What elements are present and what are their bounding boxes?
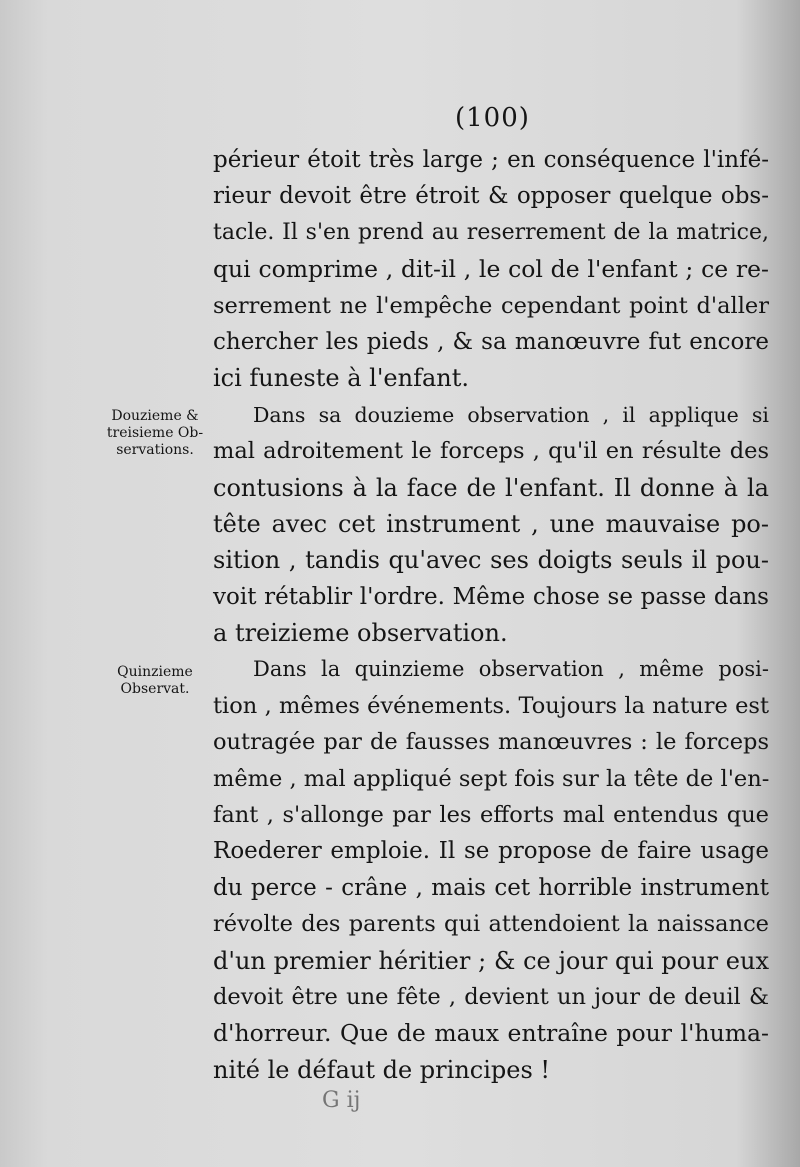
paragraph-continuation — [213, 142, 769, 397]
text-line: périeur étoit très large ; en conséquence l'infé- — [213, 147, 769, 173]
text-line: du perce - crâne , mais cet horrible instrument — [213, 874, 769, 901]
text-line: mal adroitement le forceps , qu'il en résulte des — [213, 438, 769, 465]
text-line: rieur devoit être étroit & opposer quelque obs- — [213, 183, 769, 210]
text-line: a treizieme observation. — [213, 619, 508, 648]
text-line: chercher les pieds , & sa manœuvre fut encore — [213, 328, 769, 355]
margin-note-douzieme — [100, 408, 210, 459]
text-line: ici funeste à l'enfant. — [213, 364, 470, 393]
paragraph-quinzieme — [213, 651, 769, 1088]
page-number: (100) — [455, 103, 530, 133]
margin-note-quinzieme — [100, 664, 210, 698]
text-line: nité le défaut de principes ! — [213, 1055, 551, 1084]
text-line: sition , tandis qu'avec ses doigts seuls il pou- — [213, 546, 769, 575]
paragraph-douzieme — [213, 397, 769, 652]
text-line: qui comprime , dit-il , le col de l'enfant ; ce re- — [213, 255, 769, 284]
text-line: tion , mêmes événements. Toujours la nature est — [213, 692, 769, 719]
text-line: fant , s'allonge par les efforts mal entendus que — [213, 802, 769, 829]
text-line: Dans la quinzieme observation , même posi- — [253, 657, 769, 682]
text-line: même , mal appliqué sept fois sur la tête de l'en- — [213, 765, 770, 792]
margin-note-line: treisieme Ob- — [106, 425, 204, 441]
margin-note-line: servations. — [116, 442, 194, 458]
text-line: tête avec cet instrument , une mauvaise po- — [213, 509, 769, 538]
text-line: contusions à la face de l'enfant. Il donne à la — [213, 473, 769, 502]
page-signature: G ij — [322, 1088, 361, 1113]
text-line: serrement ne l'empêche cependant point d'aller — [213, 292, 769, 319]
margin-note-line: Observat. — [120, 681, 190, 697]
text-line: Dans sa douzieme observation , il applique si — [253, 402, 769, 427]
text-line: voit rétablir l'ordre. Même chose se passe dans — [213, 583, 769, 610]
text-line: d'horreur. Que de maux entraîne pour l'huma- — [213, 1019, 769, 1048]
margin-note-line: Quinzieme — [117, 664, 193, 680]
body-text — [213, 142, 769, 1088]
text-line: outragée par de fausses manœuvres : le forceps — [213, 729, 769, 756]
text-line: révolte des parents qui attendoient la naissance — [213, 911, 769, 938]
margin-note-line: Douzieme & — [111, 408, 199, 424]
text-line: devoit être une fête , devient un jour de deuil & — [213, 983, 769, 1010]
text-line: Roederer emploie. Il se propose de faire usage — [213, 838, 769, 865]
text-line: tacle. Il s'en prend au reserrement de la matrice, — [213, 219, 769, 245]
text-line: d'un premier héritier ; & ce jour qui pour eux — [213, 946, 769, 975]
